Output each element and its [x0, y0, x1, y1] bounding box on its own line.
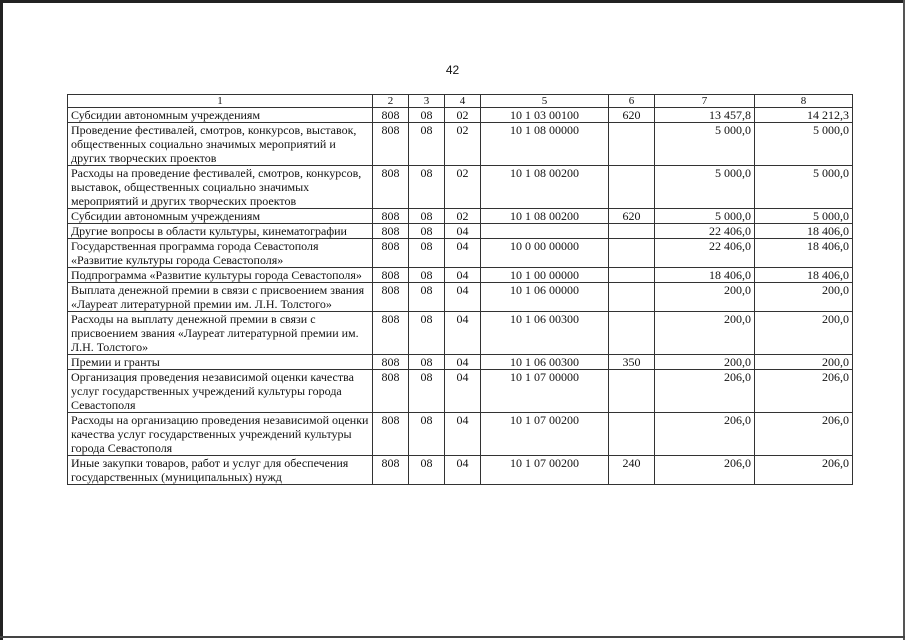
row-col-2: 808 — [373, 413, 409, 456]
table-row — [68, 239, 853, 268]
table-row — [68, 108, 853, 123]
row-col-7: 200,0 — [655, 283, 755, 312]
row-col-7: 22 406,0 — [655, 224, 755, 239]
row-col-7: 5 000,0 — [655, 209, 755, 224]
row-col-5: 10 1 06 00000 — [481, 283, 609, 312]
row-col-4: 04 — [445, 312, 481, 355]
row-col-7: 206,0 — [655, 370, 755, 413]
row-col-5: 10 1 07 00200 — [481, 413, 609, 456]
row-col-8: 18 406,0 — [755, 224, 853, 239]
row-col-7: 206,0 — [655, 456, 755, 485]
row-col-7: 5 000,0 — [655, 123, 755, 166]
header-cell-4: 4 — [445, 95, 481, 108]
row-col-2: 808 — [373, 283, 409, 312]
row-name: Проведение фестивалей, смотров, конкурсов, выставок, общественных социально значимых мероприятий и других творческих проектов — [68, 123, 373, 166]
scan-border-bottom — [0, 636, 905, 638]
row-col-3: 08 — [409, 355, 445, 370]
header-cell-8: 8 — [755, 95, 853, 108]
row-col-3: 08 — [409, 268, 445, 283]
table-row — [68, 413, 853, 456]
header-row — [68, 95, 853, 108]
row-col-4: 02 — [445, 108, 481, 123]
row-col-4: 04 — [445, 413, 481, 456]
row-col-8: 5 000,0 — [755, 209, 853, 224]
row-col-2: 808 — [373, 166, 409, 209]
table-row — [68, 166, 853, 209]
row-col-7: 5 000,0 — [655, 166, 755, 209]
row-col-3: 08 — [409, 413, 445, 456]
row-col-5: 10 1 08 00200 — [481, 209, 609, 224]
row-col-8: 206,0 — [755, 456, 853, 485]
row-col-6 — [609, 224, 655, 239]
row-name: Подпрограмма «Развитие культуры города Севастополя» — [68, 268, 373, 283]
table-row — [68, 370, 853, 413]
row-col-6: 620 — [609, 108, 655, 123]
row-name: Расходы на проведение фестивалей, смотров, конкурсов, выставок, общественных социально значимых мероприятий и других творческих проектов — [68, 166, 373, 209]
row-col-3: 08 — [409, 239, 445, 268]
row-col-2: 808 — [373, 355, 409, 370]
row-col-4: 02 — [445, 166, 481, 209]
row-col-2: 808 — [373, 312, 409, 355]
row-col-2: 808 — [373, 370, 409, 413]
row-col-4: 02 — [445, 209, 481, 224]
row-col-4: 02 — [445, 123, 481, 166]
row-name: Выплата денежной премии в связи с присвоением звания «Лауреат литературной премии им. Л.Н. Толстого» — [68, 283, 373, 312]
row-col-8: 206,0 — [755, 413, 853, 456]
row-col-5: 10 1 07 00000 — [481, 370, 609, 413]
row-col-2: 808 — [373, 456, 409, 485]
table-row — [68, 209, 853, 224]
row-col-3: 08 — [409, 108, 445, 123]
row-col-6 — [609, 413, 655, 456]
row-col-5: 10 1 08 00000 — [481, 123, 609, 166]
row-col-6: 350 — [609, 355, 655, 370]
row-col-7: 22 406,0 — [655, 239, 755, 268]
header-cell-7: 7 — [655, 95, 755, 108]
row-col-5: 10 0 00 00000 — [481, 239, 609, 268]
row-name: Субсидии автономным учреждениям — [68, 209, 373, 224]
row-col-3: 08 — [409, 370, 445, 413]
scan-border-top — [0, 0, 905, 3]
row-col-2: 808 — [373, 123, 409, 166]
row-col-6: 240 — [609, 456, 655, 485]
row-col-4: 04 — [445, 370, 481, 413]
row-col-3: 08 — [409, 456, 445, 485]
header-cell-2: 2 — [373, 95, 409, 108]
budget-table — [67, 94, 853, 485]
table-row — [68, 268, 853, 283]
row-col-8: 200,0 — [755, 312, 853, 355]
row-name: Государственная программа города Севастополя «Развитие культуры города Севастополя» — [68, 239, 373, 268]
row-col-8: 206,0 — [755, 370, 853, 413]
row-col-5: 10 1 07 00200 — [481, 456, 609, 485]
row-col-7: 13 457,8 — [655, 108, 755, 123]
row-col-6 — [609, 166, 655, 209]
row-col-7: 206,0 — [655, 413, 755, 456]
table-row — [68, 224, 853, 239]
table-row — [68, 355, 853, 370]
row-col-6 — [609, 123, 655, 166]
row-col-6 — [609, 312, 655, 355]
row-name: Расходы на организацию проведения независимой оценки качества услуг государственных учреждений культуры города Севастополя — [68, 413, 373, 456]
row-col-2: 808 — [373, 108, 409, 123]
row-col-5 — [481, 224, 609, 239]
row-name: Организация проведения независимой оценки качества услуг государственных учреждений культуры города Севастополя — [68, 370, 373, 413]
row-name: Субсидии автономным учреждениям — [68, 108, 373, 123]
row-col-7: 200,0 — [655, 312, 755, 355]
row-col-6 — [609, 283, 655, 312]
row-col-3: 08 — [409, 283, 445, 312]
row-col-8: 14 212,3 — [755, 108, 853, 123]
row-col-3: 08 — [409, 123, 445, 166]
row-col-3: 08 — [409, 312, 445, 355]
row-col-8: 5 000,0 — [755, 166, 853, 209]
row-col-8: 200,0 — [755, 283, 853, 312]
row-col-2: 808 — [373, 268, 409, 283]
row-col-4: 04 — [445, 456, 481, 485]
header-cell-3: 3 — [409, 95, 445, 108]
row-col-3: 08 — [409, 166, 445, 209]
row-col-5: 10 1 03 00100 — [481, 108, 609, 123]
row-name: Другие вопросы в области культуры, кинематографии — [68, 224, 373, 239]
header-cell-5: 5 — [481, 95, 609, 108]
row-col-7: 200,0 — [655, 355, 755, 370]
row-col-2: 808 — [373, 224, 409, 239]
row-name: Иные закупки товаров, работ и услуг для обеспечения государственных (муниципальных) нужд — [68, 456, 373, 485]
row-name: Премии и гранты — [68, 355, 373, 370]
row-col-2: 808 — [373, 239, 409, 268]
scan-border-left — [0, 0, 3, 640]
row-col-5: 10 1 00 00000 — [481, 268, 609, 283]
row-col-3: 08 — [409, 224, 445, 239]
row-col-5: 10 1 08 00200 — [481, 166, 609, 209]
page-number: 42 — [445, 63, 460, 77]
table-row — [68, 312, 853, 355]
row-col-6 — [609, 370, 655, 413]
row-col-8: 18 406,0 — [755, 239, 853, 268]
row-col-4: 04 — [445, 239, 481, 268]
header-cell-1: 1 — [68, 95, 373, 108]
row-col-8: 200,0 — [755, 355, 853, 370]
table-row — [68, 123, 853, 166]
row-col-4: 04 — [445, 224, 481, 239]
row-col-6 — [609, 268, 655, 283]
row-col-5: 10 1 06 00300 — [481, 355, 609, 370]
row-col-8: 18 406,0 — [755, 268, 853, 283]
table-row — [68, 456, 853, 485]
row-col-4: 04 — [445, 283, 481, 312]
row-col-6 — [609, 239, 655, 268]
row-col-7: 18 406,0 — [655, 268, 755, 283]
row-col-2: 808 — [373, 209, 409, 224]
row-col-4: 04 — [445, 268, 481, 283]
row-col-8: 5 000,0 — [755, 123, 853, 166]
row-col-3: 08 — [409, 209, 445, 224]
row-col-6: 620 — [609, 209, 655, 224]
header-cell-6: 6 — [609, 95, 655, 108]
table-row — [68, 283, 853, 312]
row-col-5: 10 1 06 00300 — [481, 312, 609, 355]
row-col-4: 04 — [445, 355, 481, 370]
row-name: Расходы на выплату денежной премии в связи с присвоением звания «Лауреат литературной премии им. Л.Н. Толстого» — [68, 312, 373, 355]
